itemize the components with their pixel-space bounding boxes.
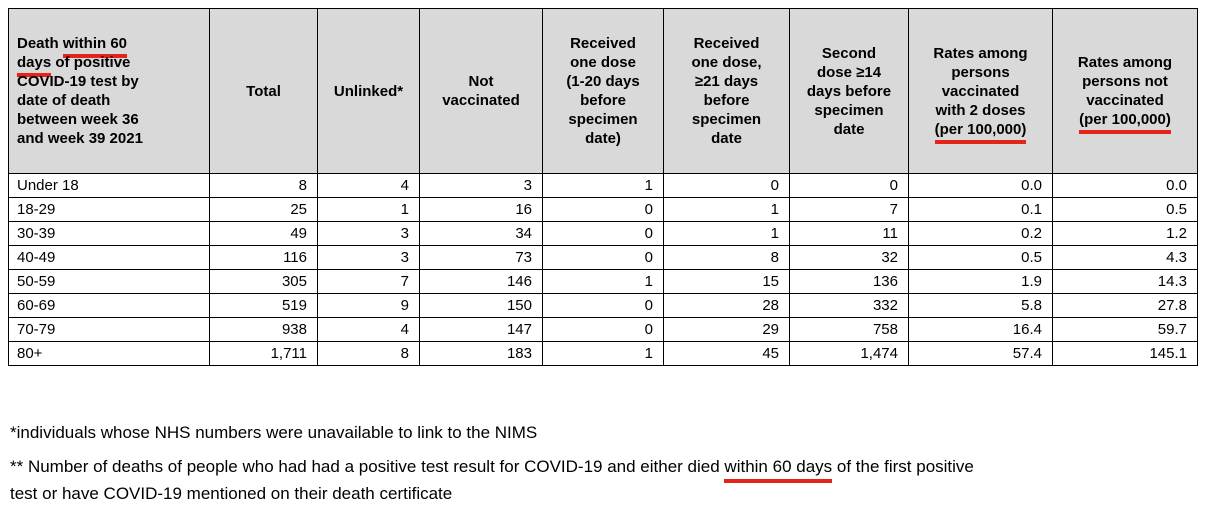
text-segment: COVID-19 test by xyxy=(17,73,139,90)
data-cell-one-dose-1-20-days: 1 xyxy=(543,270,664,294)
header-line xyxy=(215,82,312,101)
data-cell-rates-vaccinated-2-doses: 57.4 xyxy=(909,342,1053,366)
data-cell-not-vaccinated: 16 xyxy=(420,198,543,222)
column-header-not-vaccinated xyxy=(420,9,543,174)
data-cell-unlinked: 1 xyxy=(318,198,420,222)
header-line xyxy=(669,91,784,110)
red-underline-annotation: (per 100,000) xyxy=(1079,111,1171,134)
row-label-age-group: 40-49 xyxy=(9,246,210,270)
table-row xyxy=(9,222,1198,246)
header-line xyxy=(425,72,537,91)
data-cell-one-dose-21-plus-days: 28 xyxy=(664,294,790,318)
header-line xyxy=(669,129,784,148)
data-cell-one-dose-21-plus-days: 1 xyxy=(664,222,790,246)
header-row xyxy=(9,9,1198,174)
text-segment: dose ≥14 xyxy=(816,63,882,81)
row-label-age-group: Under 18 xyxy=(9,174,210,198)
header-line xyxy=(914,44,1047,63)
text-segment: and week 39 2021 xyxy=(17,130,143,147)
data-cell-rates-vaccinated-2-doses: 1.9 xyxy=(909,270,1053,294)
header-line xyxy=(17,34,205,53)
data-cell-second-dose-14-plus-days: 0 xyxy=(790,174,909,198)
header-line xyxy=(914,101,1047,120)
row-label-age-group: 70-79 xyxy=(9,318,210,342)
header-line xyxy=(1058,72,1192,91)
text-segment: Rates among xyxy=(933,44,1028,62)
row-label-age-group: 50-59 xyxy=(9,270,210,294)
text-segment: one dose xyxy=(570,54,636,71)
data-cell-one-dose-1-20-days: 0 xyxy=(543,246,664,270)
column-header-age-group xyxy=(9,9,210,174)
data-cell-second-dose-14-plus-days: 136 xyxy=(790,270,909,294)
text-segment: Death xyxy=(17,35,63,52)
header-line xyxy=(669,110,784,129)
header-line xyxy=(548,110,658,129)
text-segment: (1-20 days xyxy=(566,73,640,90)
header-line xyxy=(323,82,414,101)
data-cell-second-dose-14-plus-days: 1,474 xyxy=(790,342,909,366)
data-cell-total: 305 xyxy=(210,270,318,294)
text-segment: of positive xyxy=(51,54,131,71)
text-segment: vaccinated xyxy=(1086,92,1164,109)
data-cell-unlinked: 4 xyxy=(318,318,420,342)
header-line xyxy=(17,110,205,129)
data-cell-total: 25 xyxy=(210,198,318,222)
data-cell-one-dose-21-plus-days: 29 xyxy=(664,318,790,342)
data-cell-second-dose-14-plus-days: 11 xyxy=(790,222,909,246)
text-segment: Received xyxy=(570,35,636,52)
header-line xyxy=(669,72,784,91)
table-row xyxy=(9,246,1198,270)
header-line xyxy=(548,53,658,72)
row-label-age-group: 30-39 xyxy=(9,222,210,246)
data-cell-total: 49 xyxy=(210,222,318,246)
data-cell-total: 1,711 xyxy=(210,342,318,366)
text-segment: specimen xyxy=(814,101,884,119)
data-cell-rates-not-vaccinated: 14.3 xyxy=(1053,270,1198,294)
data-cell-rates-vaccinated-2-doses: 16.4 xyxy=(909,318,1053,342)
row-label-age-group: 80+ xyxy=(9,342,210,366)
data-cell-not-vaccinated: 73 xyxy=(420,246,543,270)
data-cell-not-vaccinated: 147 xyxy=(420,318,543,342)
data-cell-rates-not-vaccinated: 4.3 xyxy=(1053,246,1198,270)
column-header-total xyxy=(210,9,318,174)
text-segment: specimen xyxy=(691,111,762,128)
column-header-second-dose-14-plus-days xyxy=(790,9,909,174)
data-cell-rates-vaccinated-2-doses: 0.5 xyxy=(909,246,1053,270)
header-line xyxy=(1058,91,1192,110)
data-cell-rates-vaccinated-2-doses: 0.2 xyxy=(909,222,1053,246)
header-line xyxy=(795,82,903,101)
text-segment: ** Number of deaths of people who had had a positive test result for COVID-19 and either died xyxy=(10,457,725,476)
data-cell-second-dose-14-plus-days: 32 xyxy=(790,246,909,270)
column-header-rates-vaccinated-2-doses xyxy=(909,9,1053,174)
text-segment: one dose, xyxy=(691,54,762,71)
table-row xyxy=(9,270,1198,294)
data-cell-unlinked: 4 xyxy=(318,174,420,198)
column-header-unlinked xyxy=(318,9,420,174)
data-cell-one-dose-21-plus-days: 45 xyxy=(664,342,790,366)
header-line xyxy=(548,91,658,110)
column-header-rates-not-vaccinated xyxy=(1053,9,1198,174)
data-cell-one-dose-21-plus-days: 0 xyxy=(664,174,790,198)
data-cell-unlinked: 3 xyxy=(318,246,420,270)
data-cell-one-dose-1-20-days: 1 xyxy=(543,174,664,198)
table-row xyxy=(9,198,1198,222)
data-cell-rates-vaccinated-2-doses: 0.0 xyxy=(909,174,1053,198)
data-cell-not-vaccinated: 34 xyxy=(420,222,543,246)
data-cell-unlinked: 3 xyxy=(318,222,420,246)
header-line xyxy=(1058,110,1192,129)
data-cell-one-dose-1-20-days: 0 xyxy=(543,222,664,246)
data-cell-not-vaccinated: 150 xyxy=(420,294,543,318)
red-underline-annotation: days xyxy=(17,54,51,77)
data-cell-one-dose-1-20-days: 0 xyxy=(543,294,664,318)
header-line xyxy=(548,72,658,91)
table-row xyxy=(9,174,1198,198)
text-segment: date xyxy=(833,120,865,138)
data-cell-rates-not-vaccinated: 145.1 xyxy=(1053,342,1198,366)
text-segment: before xyxy=(580,92,626,109)
footnotes xyxy=(10,419,1200,514)
text-segment: date of death xyxy=(17,92,111,109)
data-cell-rates-not-vaccinated: 0.0 xyxy=(1053,174,1198,198)
text-segment: *individuals whose NHS numbers were unavailable to link to the NIMS xyxy=(10,423,538,442)
header-line xyxy=(548,34,658,53)
text-segment: specimen xyxy=(568,111,638,128)
data-cell-one-dose-1-20-days: 0 xyxy=(543,318,664,342)
data-cell-unlinked: 9 xyxy=(318,294,420,318)
column-header-one-dose-1-20-days xyxy=(543,9,664,174)
text-segment: Not xyxy=(468,73,494,90)
text-segment: persons not xyxy=(1082,73,1168,90)
data-cell-rates-not-vaccinated: 27.8 xyxy=(1053,294,1198,318)
header-line xyxy=(669,34,784,53)
data-cell-total: 519 xyxy=(210,294,318,318)
header-line xyxy=(17,129,205,148)
text-segment: Total xyxy=(246,82,281,100)
data-cell-total: 8 xyxy=(210,174,318,198)
data-cell-unlinked: 8 xyxy=(318,342,420,366)
header-line xyxy=(795,101,903,120)
data-cell-second-dose-14-plus-days: 7 xyxy=(790,198,909,222)
data-cell-rates-not-vaccinated: 59.7 xyxy=(1053,318,1198,342)
table-body xyxy=(9,174,1198,366)
header-line xyxy=(914,82,1047,101)
data-cell-second-dose-14-plus-days: 332 xyxy=(790,294,909,318)
data-cell-rates-vaccinated-2-doses: 0.1 xyxy=(909,198,1053,222)
text-segment: Rates among xyxy=(1077,54,1173,71)
table-head xyxy=(9,9,1198,174)
header-line xyxy=(17,72,205,91)
data-cell-not-vaccinated: 146 xyxy=(420,270,543,294)
red-underline-annotation: within 60 xyxy=(63,35,127,58)
table-row xyxy=(9,318,1198,342)
text-segment: of the first positive xyxy=(832,457,974,476)
header-line xyxy=(17,91,205,110)
text-segment: Unlinked* xyxy=(333,82,404,100)
header-line xyxy=(548,129,658,148)
row-label-age-group: 18-29 xyxy=(9,198,210,222)
data-cell-unlinked: 7 xyxy=(318,270,420,294)
text-segment: ≥21 days xyxy=(694,73,759,90)
column-header-one-dose-21-plus-days xyxy=(664,9,790,174)
text-segment: test or have COVID-19 mentioned on their death certificate xyxy=(10,484,453,503)
data-cell-total: 116 xyxy=(210,246,318,270)
data-cell-rates-vaccinated-2-doses: 5.8 xyxy=(909,294,1053,318)
text-segment: Received xyxy=(693,35,760,52)
data-cell-one-dose-1-20-days: 0 xyxy=(543,198,664,222)
text-segment: vaccinated xyxy=(442,92,520,109)
text-segment: persons xyxy=(951,63,1010,81)
data-cell-one-dose-21-plus-days: 8 xyxy=(664,246,790,270)
data-cell-one-dose-1-20-days: 1 xyxy=(543,342,664,366)
text-segment: between week 36 xyxy=(17,111,139,128)
header-line xyxy=(914,63,1047,82)
data-cell-rates-not-vaccinated: 0.5 xyxy=(1053,198,1198,222)
text-segment: with 2 doses xyxy=(935,101,1026,119)
header-line xyxy=(425,91,537,110)
header-line xyxy=(914,120,1047,139)
header-line xyxy=(795,63,903,82)
text-segment: vaccinated xyxy=(941,82,1020,100)
data-cell-one-dose-21-plus-days: 1 xyxy=(664,198,790,222)
red-underline-annotation: (per 100,000) xyxy=(935,121,1027,144)
table-row xyxy=(9,294,1198,318)
data-cell-total: 938 xyxy=(210,318,318,342)
data-cell-one-dose-21-plus-days: 15 xyxy=(664,270,790,294)
text-segment: Second xyxy=(821,44,877,62)
header-line xyxy=(795,44,903,63)
header-line xyxy=(1058,53,1192,72)
table-row xyxy=(9,342,1198,366)
footnote-unlinked-note xyxy=(10,419,1200,446)
header-line xyxy=(669,53,784,72)
text-segment: date) xyxy=(585,130,621,147)
red-underline-annotation: within 60 days xyxy=(724,457,832,483)
text-segment: days before xyxy=(806,82,892,100)
data-cell-second-dose-14-plus-days: 758 xyxy=(790,318,909,342)
text-segment: before xyxy=(703,92,750,109)
footnote-deaths-definition-note xyxy=(10,453,1200,507)
row-label-age-group: 60-69 xyxy=(9,294,210,318)
deaths-table xyxy=(8,8,1198,366)
text-segment: date xyxy=(711,130,742,147)
header-line xyxy=(17,53,205,72)
data-cell-not-vaccinated: 3 xyxy=(420,174,543,198)
data-cell-rates-not-vaccinated: 1.2 xyxy=(1053,222,1198,246)
data-cell-not-vaccinated: 183 xyxy=(420,342,543,366)
header-line xyxy=(795,120,903,139)
